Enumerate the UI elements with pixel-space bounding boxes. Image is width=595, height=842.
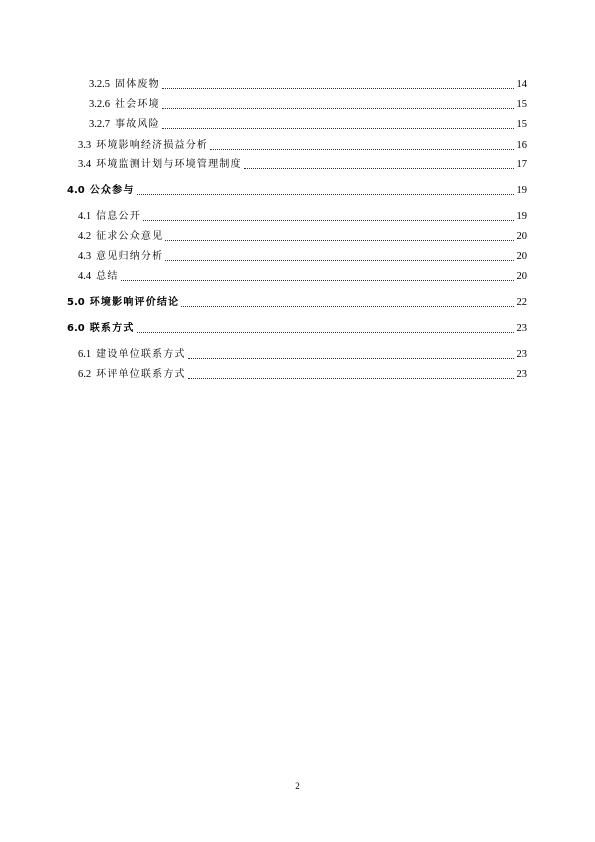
toc-dot-leader	[165, 259, 513, 261]
toc-dot-leader	[165, 239, 513, 241]
toc-entry-number: 3.2.5	[89, 79, 110, 90]
toc-entry-title: 建设单位联系方式	[96, 349, 186, 360]
toc-entry-title: 事故风险	[115, 119, 160, 130]
toc-entry-page-number: 17	[516, 159, 527, 170]
toc-entry-5-0	[67, 295, 527, 309]
toc-entry-title: 联系方式	[89, 323, 135, 334]
toc-entry-4-2	[78, 229, 527, 243]
toc-entry-number: 3.2.6	[89, 99, 110, 110]
toc-entry-4-3	[78, 249, 527, 263]
toc-dot-leader	[162, 87, 514, 89]
toc-entry-page-number: 20	[516, 231, 527, 242]
toc-entry-page-number: 23	[516, 369, 527, 380]
toc-entry-page-number: 23	[516, 349, 527, 360]
toc-entry-4-0	[67, 183, 527, 197]
toc-entry-number: 3.3	[78, 140, 92, 151]
toc-entry-number: 6.1	[78, 349, 92, 360]
footer-page-number: 2	[295, 781, 300, 791]
toc-entry-page-number: 19	[516, 211, 527, 222]
toc-entry-title: 公众参与	[89, 185, 135, 196]
toc-entry-number: 4.3	[78, 251, 92, 262]
toc-entry-number: 6.2	[78, 369, 92, 380]
toc-entry-6-1	[78, 347, 527, 361]
toc-dot-leader	[143, 219, 514, 221]
toc-dot-leader	[210, 148, 513, 150]
toc-dot-leader	[162, 127, 514, 129]
toc-entry-title: 社会环境	[115, 99, 160, 110]
toc-entry-page-number: 14	[516, 79, 527, 90]
toc-entry-title: 固体废物	[115, 79, 160, 90]
toc-entry-6-0	[67, 321, 527, 335]
toc-entry-title: 环评单位联系方式	[96, 369, 186, 380]
toc-dot-leader	[181, 305, 513, 307]
toc-entry-number: 6.0	[67, 323, 85, 334]
toc-entry-page-number: 15	[516, 99, 527, 110]
toc-dot-leader	[188, 377, 514, 379]
toc-dot-leader	[137, 331, 514, 333]
toc-entry-page-number: 20	[516, 251, 527, 262]
toc-entry-3-2-5	[89, 77, 527, 91]
toc-entry-3-2-7	[89, 117, 527, 131]
toc-entry-page-number: 19	[516, 185, 527, 196]
toc-entry-3-4	[78, 157, 527, 171]
toc-entry-number: 4.1	[78, 211, 92, 222]
toc-entry-page-number: 22	[516, 297, 527, 308]
toc-entry-number: 3.2.7	[89, 119, 110, 130]
toc-entry-title: 环境影响评价结论	[89, 297, 180, 308]
toc-entry-6-2	[78, 367, 527, 381]
toc-entry-page-number: 15	[516, 119, 527, 130]
toc-entry-3-3	[78, 138, 527, 152]
toc-entry-4-4	[78, 269, 527, 283]
toc-entry-title: 意见归纳分析	[96, 251, 164, 262]
toc-entry-page-number: 23	[516, 323, 527, 334]
toc-entry-title: 环境影响经济损益分析	[96, 140, 209, 151]
toc-dot-leader	[137, 193, 514, 195]
toc-entry-4-1	[78, 209, 527, 223]
toc-dot-leader	[162, 107, 514, 109]
toc-dot-leader	[121, 279, 514, 281]
toc-entry-3-2-6	[89, 97, 527, 111]
toc-entry-number: 5.0	[67, 297, 85, 308]
toc-entry-title: 征求公众意见	[96, 231, 164, 242]
toc-entry-number: 4.0	[67, 185, 85, 196]
toc-entry-number: 3.4	[78, 159, 92, 170]
toc-entry-number: 4.2	[78, 231, 92, 242]
toc-entry-title: 信息公开	[96, 211, 141, 222]
toc-dot-leader	[244, 167, 514, 169]
toc-entry-page-number: 20	[516, 271, 527, 282]
toc-entry-number: 4.4	[78, 271, 92, 282]
toc-dot-leader	[188, 357, 514, 359]
toc-entry-title: 环境监测计划与环境管理制度	[96, 159, 242, 170]
toc-entry-page-number: 16	[516, 140, 527, 151]
toc-entry-title: 总结	[96, 271, 119, 282]
